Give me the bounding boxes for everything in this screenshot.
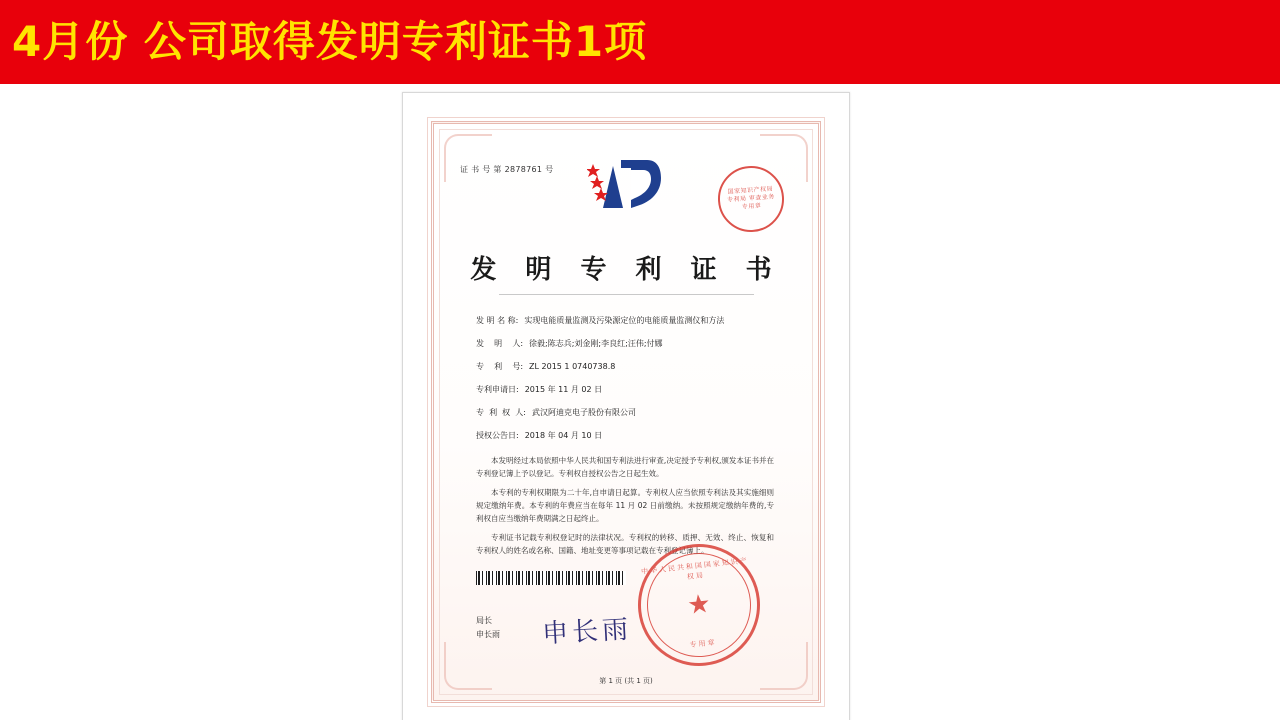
certificate-number: 证 书 号 第 2878761 号: [460, 165, 554, 174]
field-label: 发 明 名 称:: [476, 316, 519, 325]
director-block: [476, 614, 500, 642]
body-paragraph-1: 本发明经过本局依照中华人民共和国专利法进行审查,决定授予专利权,颁发本证书并在专利登记簿上予以登记。专利权自授权公告之日起生效。: [476, 456, 774, 478]
field-invention-name: [476, 315, 774, 327]
emblem-icon: [587, 156, 665, 218]
field-patentee: [476, 407, 774, 419]
barcode: [476, 571, 626, 585]
certificate-body-text: [460, 454, 792, 557]
field-value: 武汉阿迪克电子股份有限公司: [531, 408, 636, 417]
certificate-page-footer: 第 1 页 (共 1 页): [599, 677, 653, 685]
certificate-title: 发 明 专 利 证 书: [470, 255, 782, 285]
field-label: 专利申请日:: [476, 385, 519, 394]
body-paragraph-2: 本专利的专利权期限为二十年,自申请日起算。专利权人应当依照专利法及其实施细则规定缴纳年费。本专利的年费应当在每年 11 月 02 日前缴纳。未按照规定缴纳年费的,专利权自应当缴纳年费期满之日起终止。: [476, 488, 774, 523]
field-label: 专 利 号:: [476, 362, 524, 371]
national-seal: [632, 538, 766, 672]
banner-header: [0, 0, 1280, 84]
handwritten-signature: 申长雨: [541, 614, 633, 650]
director-name: 申长雨: [476, 630, 500, 639]
field-value: 实现电能质量监测及污染源定位的电能质量监测仪和方法: [524, 316, 725, 325]
certificate-content: [434, 124, 818, 700]
field-value: 2015 年 11 月 02 日: [524, 385, 603, 394]
review-stamp-text: 国家知识产权局 专利局 审查业务专用章: [726, 185, 776, 211]
field-inventors: [476, 338, 774, 350]
field-grant-date: [476, 430, 774, 442]
field-label: 发 明 人:: [476, 339, 524, 348]
field-value: 徐毅;陈志兵;刘金刚;李良红;汪伟;付娜: [529, 339, 663, 348]
field-patent-number: [476, 361, 774, 373]
seal-text-bottom: 专用章: [689, 638, 717, 650]
document-area: [0, 84, 1280, 720]
certificate-fields: [460, 315, 792, 442]
field-label: 专 利 权 人:: [476, 408, 526, 417]
patent-certificate-image[interactable]: [402, 92, 850, 720]
title-divider: [499, 294, 754, 295]
body-paragraph-3: 专利证书记载专利权登记时的法律状况。专利权的转移、质押、无效、终止、恢复和专利权人的姓名或名称、国籍、地址变更等事项记载在专利登记簿上。: [476, 533, 774, 555]
field-value: ZL 2015 1 0740738.8: [529, 362, 616, 371]
page-title: 4月份 公司取得发明专利证书1项: [12, 17, 648, 66]
seal-star-icon: ★: [685, 588, 713, 622]
certificate-decorative-border: [431, 121, 821, 703]
seal-text-top: 中华人民共和国国家知识产权局: [640, 556, 750, 582]
director-label: 局长: [476, 616, 492, 625]
field-value: 2018 年 04 月 10 日: [524, 431, 603, 440]
field-label: 授权公告日:: [476, 431, 519, 440]
field-application-date: [476, 384, 774, 396]
